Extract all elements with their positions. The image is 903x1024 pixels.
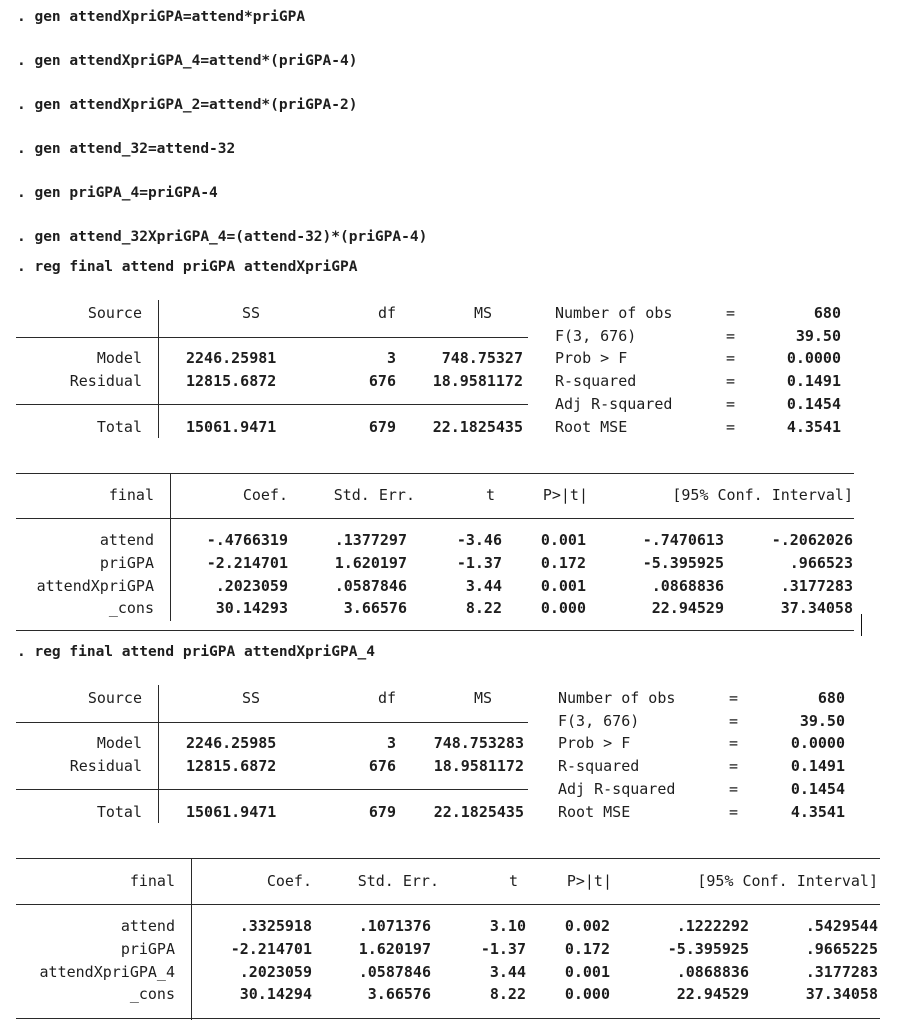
stat-value: 4.3541: [790, 803, 845, 821]
coef-header-ci: [95% Conf. Interval]: [697, 872, 878, 890]
stat-eq: =: [726, 395, 736, 413]
coef-row-p: 0.002: [564, 917, 610, 935]
coef-row-lo: .1222292: [676, 917, 749, 935]
anova-row-source: Total: [96, 418, 142, 436]
stat-label: Number of obs: [558, 689, 676, 707]
divider: [158, 300, 159, 438]
stat-label: Adj R-squared: [555, 395, 673, 413]
divider: [16, 904, 880, 905]
stat-value: 0.1454: [786, 395, 841, 413]
anova-row-ms: 748.753283: [433, 734, 524, 752]
coef-row-var: attend: [99, 531, 154, 549]
coef-row-hi: .9665225: [805, 940, 878, 958]
anova-row-df: 679: [368, 418, 396, 436]
coef-row-se: .0587846: [334, 577, 407, 595]
stat-eq: =: [726, 304, 736, 322]
stat-label: Root MSE: [558, 803, 631, 821]
coef-row-t: -3.46: [456, 531, 502, 549]
coef-row-t: 8.22: [489, 985, 526, 1003]
divider: [16, 473, 854, 474]
divider: [191, 858, 192, 1020]
stat-eq: =: [729, 712, 739, 730]
coef-row-hi: .966523: [789, 554, 853, 572]
coef-row-p: 0.001: [564, 963, 610, 981]
coef-row-lo: 22.94529: [651, 599, 724, 617]
stat-label: Prob > F: [555, 349, 628, 367]
coef-row-hi: 37.34058: [805, 985, 878, 1003]
coef-row-se: 1.620197: [334, 554, 407, 572]
stat-label: F(3, 676): [555, 327, 637, 345]
anova-header-source: Source: [87, 689, 142, 707]
divider: [16, 337, 528, 338]
stat-value: 0.1491: [786, 372, 841, 390]
anova-row-df: 676: [368, 757, 396, 775]
stat-value: 0.1491: [790, 757, 845, 775]
coef-row-lo: -5.395925: [642, 554, 724, 572]
anova-row-ms: 748.75327: [441, 349, 523, 367]
anova-row-ss: 2246.25985: [186, 734, 277, 752]
anova-row-ss: 15061.9471: [186, 418, 277, 436]
coef-row-var: attendXpriGPA_4: [39, 963, 175, 981]
coef-header-se: Std. Err.: [357, 872, 439, 890]
coef-row-t: -1.37: [480, 940, 526, 958]
divider: [16, 630, 854, 631]
stat-eq: =: [726, 418, 736, 436]
command-line: . gen attendXpriGPA=attend*priGPA: [17, 9, 306, 25]
divider: [170, 473, 171, 621]
coef-header-coef: Coef.: [266, 872, 312, 890]
anova-row-source: Residual: [69, 372, 142, 390]
coef-row-se: .1071376: [358, 917, 431, 935]
coef-header-var: final: [129, 872, 175, 890]
coef-row-se: 1.620197: [358, 940, 431, 958]
anova-row-df: 3: [386, 349, 396, 367]
stat-label: R-squared: [555, 372, 637, 390]
coef-header-p: P>|t|: [566, 872, 612, 890]
command-line: . reg final attend priGPA attendXpriGPA: [17, 259, 358, 275]
coef-row-se: .0587846: [358, 963, 431, 981]
anova-header-df: df: [377, 689, 396, 707]
coef-header-var: final: [108, 486, 154, 504]
anova-row-ms: 18.9581172: [432, 372, 523, 390]
coef-header-ci: [95% Conf. Interval]: [672, 486, 853, 504]
coef-row-hi: 37.34058: [780, 599, 853, 617]
anova-row-ss: 12815.6872: [186, 757, 277, 775]
stat-eq: =: [726, 349, 736, 367]
coef-row-p: 0.000: [564, 985, 610, 1003]
coef-row-t: 3.44: [489, 963, 526, 981]
coef-header-coef: Coef.: [242, 486, 288, 504]
coef-row-se: 3.66576: [367, 985, 431, 1003]
command-line: . gen attendXpriGPA_4=attend*(priGPA-4): [17, 53, 358, 69]
command-line: . gen priGPA_4=priGPA-4: [17, 185, 218, 201]
coef-header-se: Std. Err.: [333, 486, 415, 504]
coef-row-lo: -5.395925: [667, 940, 749, 958]
coef-header-t: t: [485, 486, 495, 504]
stat-label: Adj R-squared: [558, 780, 676, 798]
command-line: . gen attend_32XpriGPA_4=(attend-32)*(priGPA-4): [17, 229, 428, 245]
coef-row-t: 3.10: [489, 917, 526, 935]
coef-row-var: attend: [120, 917, 175, 935]
coef-row-coef: 30.14293: [215, 599, 288, 617]
anova-row-ms: 22.1825435: [433, 803, 524, 821]
anova-header-ms: MS: [473, 689, 492, 707]
coef-header-p: P>|t|: [542, 486, 588, 504]
text-cursor: [861, 614, 862, 636]
stat-eq: =: [729, 803, 739, 821]
coef-row-t: 3.44: [465, 577, 502, 595]
coef-row-coef: .2023059: [239, 963, 312, 981]
coef-row-var: attendXpriGPA: [36, 577, 154, 595]
divider: [16, 858, 880, 859]
coef-row-coef: -2.214701: [230, 940, 312, 958]
stat-eq: =: [726, 372, 736, 390]
divider: [158, 685, 159, 823]
coef-row-coef: -.4766319: [206, 531, 288, 549]
anova-row-source: Model: [96, 349, 142, 367]
coef-row-hi: .3177283: [805, 963, 878, 981]
stat-eq: =: [729, 757, 739, 775]
coef-row-var: _cons: [108, 599, 154, 617]
coef-row-se: .1377297: [334, 531, 407, 549]
stat-value: 0.0000: [790, 734, 845, 752]
coef-row-se: 3.66576: [343, 599, 407, 617]
coef-row-p: 0.001: [540, 531, 586, 549]
anova-header-ss: SS: [241, 304, 260, 322]
stat-value: 0.1454: [790, 780, 845, 798]
coef-row-t: -1.37: [456, 554, 502, 572]
stat-eq: =: [729, 689, 739, 707]
command-line: . gen attend_32=attend-32: [17, 141, 236, 157]
command-line: . gen attendXpriGPA_2=attend*(priGPA-2): [17, 97, 358, 113]
stat-value: 680: [813, 304, 841, 322]
anova-row-ms: 18.9581172: [433, 757, 524, 775]
stat-eq: =: [729, 780, 739, 798]
coef-row-p: 0.172: [564, 940, 610, 958]
coef-row-var: priGPA: [99, 554, 154, 572]
anova-row-df: 676: [368, 372, 396, 390]
divider: [16, 1018, 880, 1019]
stat-value: 4.3541: [786, 418, 841, 436]
anova-header-ss: SS: [241, 689, 260, 707]
anova-row-ss: 2246.25981: [186, 349, 277, 367]
anova-row-source: Total: [96, 803, 142, 821]
stat-eq: =: [729, 734, 739, 752]
stat-label: Root MSE: [555, 418, 628, 436]
stat-label: Prob > F: [558, 734, 631, 752]
coef-row-var: _cons: [129, 985, 175, 1003]
stat-eq: =: [726, 327, 736, 345]
stat-value: 0.0000: [786, 349, 841, 367]
anova-row-ss: 15061.9471: [186, 803, 277, 821]
stat-value: 680: [817, 689, 845, 707]
coef-row-p: 0.001: [540, 577, 586, 595]
coef-row-hi: -.2062026: [771, 531, 853, 549]
coef-row-t: 8.22: [465, 599, 502, 617]
stat-value: 39.50: [795, 327, 841, 345]
coef-row-coef: .2023059: [215, 577, 288, 595]
coef-row-p: 0.172: [540, 554, 586, 572]
coef-row-coef: 30.14294: [239, 985, 312, 1003]
coef-row-coef: .3325918: [239, 917, 312, 935]
coef-row-hi: .3177283: [780, 577, 853, 595]
divider: [16, 722, 528, 723]
coef-row-hi: .5429544: [805, 917, 878, 935]
anova-row-ss: 12815.6872: [186, 372, 277, 390]
command-line: . reg final attend priGPA attendXpriGPA_4: [17, 644, 375, 660]
stat-label: Number of obs: [555, 304, 673, 322]
anova-row-df: 3: [386, 734, 396, 752]
coef-row-lo: -.7470613: [642, 531, 724, 549]
stat-value: 39.50: [799, 712, 845, 730]
anova-header-df: df: [377, 304, 396, 322]
divider: [16, 518, 854, 519]
stat-label: F(3, 676): [558, 712, 640, 730]
anova-row-ms: 22.1825435: [432, 418, 523, 436]
anova-header-source: Source: [87, 304, 142, 322]
coef-row-p: 0.000: [540, 599, 586, 617]
divider: [16, 404, 528, 405]
anova-row-source: Model: [96, 734, 142, 752]
coef-row-lo: .0868836: [676, 963, 749, 981]
stat-label: R-squared: [558, 757, 640, 775]
coef-header-t: t: [508, 872, 518, 890]
divider: [16, 789, 528, 790]
anova-row-df: 679: [368, 803, 396, 821]
coef-row-lo: 22.94529: [676, 985, 749, 1003]
coef-row-coef: -2.214701: [206, 554, 288, 572]
anova-row-source: Residual: [69, 757, 142, 775]
anova-header-ms: MS: [473, 304, 492, 322]
coef-row-var: priGPA: [120, 940, 175, 958]
coef-row-lo: .0868836: [651, 577, 724, 595]
